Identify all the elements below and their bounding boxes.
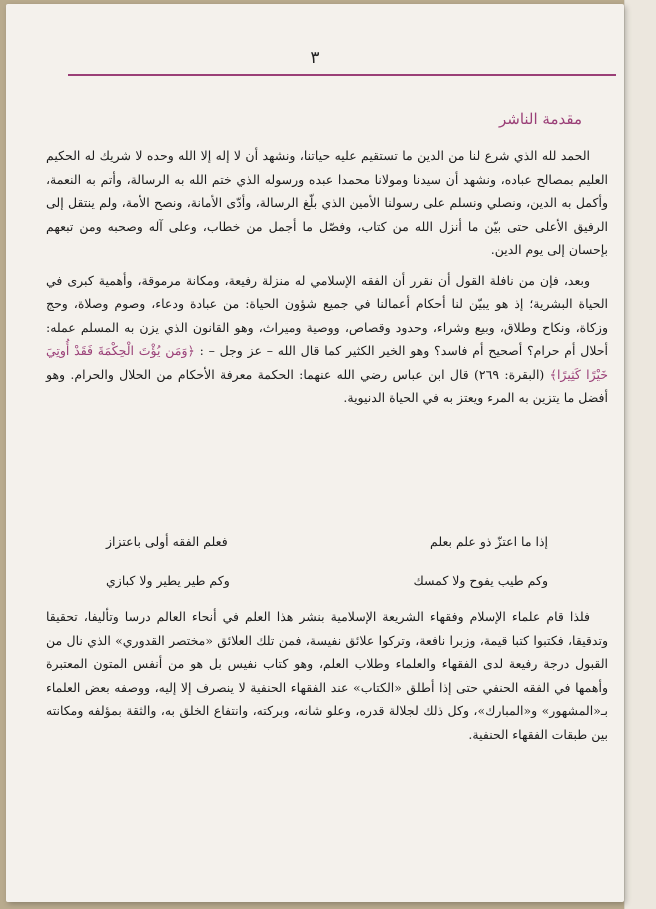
poem-hemistich: وكم طيب يفوح ولا كمسك <box>413 573 548 588</box>
book-page <box>6 4 624 902</box>
header-rule <box>68 74 616 76</box>
poem-hemistich: إذا ما اعتزّ ذو علم بعلم <box>430 534 548 549</box>
paragraph-scholars: فلذا قام علماء الإسلام وفقهاء الشريعة الإسلامية بنشر هذا العلم في أنحاء العالم درسا وتأليفا، تحقيقا وتدقيقا، فكتبوا كتبا قيمة، وزبرا نافعة، وتركوا علائق نفيسة، فمن تلك العلائق «مختصر القدوري» الذي نال من القبول درجة رفيعة لدى الفقهاء والعلماء وطلاب العلم، وهو كتاب نفيس بل هو من أنفس المتون المعتبرة وأهمها في الفقه الحنفي حتى إذا أطلق «الكتاب» عند الفقهاء الحنفية لا ينصرف إلا إليه، ووصفه بعض العلماء بـ«المشهور» و«المبارك»، وكل ذلك لجلالة قدره، وعلو شانه، وبركته، وانتفاع الخلق به، والثقة بمؤلفه ومكانته بين طبقات الفقهاء الحنفية. <box>46 609 608 742</box>
page-number: ٣ <box>310 48 320 68</box>
body-text-bottom <box>46 605 608 746</box>
paragraph-fiqh-text: وبعد، فإن من نافلة القول أن نقرر أن الفقه الإسلامي له منزلة رفيعة، ومكانة مرموقة، وأهمية كبرى في الحياة البشرية؛ إذ هو يبيّن لنا أحكام أعمالنا في جميع شؤون الحياة: من عبادة ودعاء، وصوم وصلاة، وحج وزكاة، ونكاح وطلاق، وبيع وشراء، وحدود وقصاص، ووصية وميراث، وهو القانون الذي يزن به المسلم عمله: أحلال أم حرام؟ أصحيح أم فاسد؟ وهو الخير الكثير كما قال الله – عز وجل – : <box>46 272 608 358</box>
adjacent-page-edge <box>624 0 656 909</box>
quran-verse: ﴿وَمَن يُؤْتَ الْحِكْمَةَ فَقَدْ أُوتِيَ خَيْرًا كَثِيرًا﴾ <box>46 343 608 382</box>
paragraph-intro: الحمد لله الذي شرع لنا من الدين ما تستقيم عليه حياتنا، ونشهد أن لا إله إلا الله وحده لا شريك له الحكيم العليم بمصالح عباده، ونشهد أن سيدنا ومولانا محمدا عبده ورسوله الذي ختم الله به الرسالة، وأتم به النعمة، وأكمل به الدين، ونصلي ونسلم على رسولنا الأمين الذي بلّغ الرسالة، وأدّى الأمانة، ونصح الأمة، ولم ينتقل إلى الرفيق الأعلى حتى بيّن ما أنزل الله من كتاب، وفصّل ما أجمل من خطاب، وعلى آله وصحبه ومن تبعهم بإحسان إلى يوم الدين. <box>46 148 608 257</box>
paragraph-fiqh-importance <box>46 269 608 410</box>
body-text-top <box>46 144 608 410</box>
section-title: مقدمة الناشر <box>498 110 582 128</box>
poem-line-2 <box>46 573 608 588</box>
poem-hemistich: وكم طير يطير ولا كبازي <box>106 573 230 588</box>
paragraph-fiqh-citation: (البقرة: ٢٦٩) قال ابن عباس رضي الله عنهما: الحكمة معرفة الأحكام من الحلال والحرام. وهو أفضل ما يتزين به المرء ويعتز به في الحياة الدنيوية. <box>46 366 608 405</box>
poem-hemistich: فعلم الفقه أولى باعتزاز <box>106 534 228 549</box>
poem-line-1 <box>46 534 608 549</box>
